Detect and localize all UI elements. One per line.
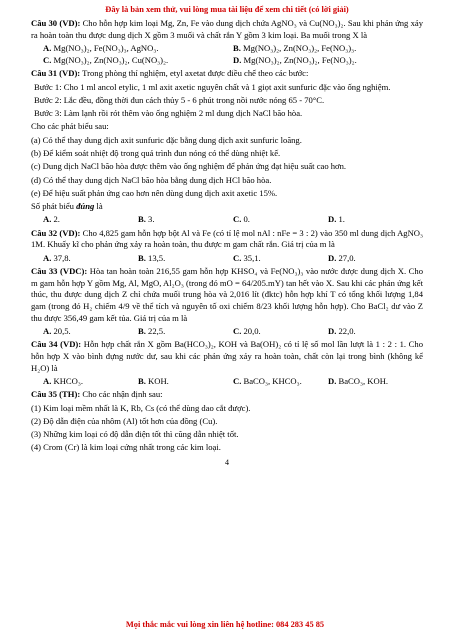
question-30-label: Câu 30 (VD):: [31, 18, 81, 29]
option-a: A. Mg(NO₃)₂, Fe(NO₃)₃, AgNO₃.: [43, 43, 159, 54]
option-d: D. 1.: [328, 214, 345, 225]
question-35-text: Cho các nhận định sau:: [80, 389, 163, 400]
question-31-options: [31, 214, 423, 226]
statement-b: (b) Để kiểm soát nhiệt độ trong quá trình đun nóng có thể dùng nhiệt kế.: [31, 148, 281, 159]
option-b: B. KOH.: [138, 375, 169, 386]
statements-intro: Cho các phát biểu sau:: [31, 121, 109, 132]
question-30-text: Cho hỗn hợp kim loại Mg, Zn, Fe vào dung dịch chứa AgNO₃ và Cu(NO₃)₂. Sau khi phản ứng xảy ra hoàn toàn thu được dung dịch X gồm 3 muối và chất rắn Y gồm 3 kim loại. Ba muối trong X là: [31, 18, 423, 41]
option-a: A. 2.: [43, 214, 60, 225]
option-a: A. 20,5.: [43, 326, 71, 337]
question-32-options: [31, 253, 423, 265]
question-31: [31, 68, 423, 80]
option-d: D. 22,0.: [328, 326, 356, 337]
question-35: [31, 389, 423, 401]
question-31-text: Trong phòng thí nghiệm, etyl axetat được điều chế theo các bước:: [80, 68, 309, 79]
page-content: [31, 0, 423, 469]
page-number: 4: [225, 458, 229, 468]
option-b: B. 3.: [138, 214, 155, 225]
question-30: [31, 18, 423, 41]
question-33: [31, 266, 423, 324]
footer-banner: Mọi thắc mắc vui lòng xin liên hệ hotline: 084 283 45 85: [125, 619, 325, 629]
statement-d: (d) Có thể thay dung dịch NaCl bão hòa bằng dung dịch HCl bão hòa.: [31, 174, 272, 185]
question-32-text: Cho 4,825 gam hỗn hợp bột Al và Fe (có tỉ lệ mol nAl : nFe = 3 : 2) vào 350 ml dung dịch AgNO₃ 1M. Khuấy kĩ cho phản ứng xảy ra hoàn toàn, thu được m gam chất rắn. Giá trị của m là: [31, 227, 424, 250]
statement-1: (1) Kim loại mềm nhất là K, Rb, Cs (có thể dùng dao cắt được).: [31, 402, 251, 413]
header-banner: Đây là bản xem thử, vui lòng mua tài liệu để xem chi tiết (có lời giải): [105, 5, 349, 14]
statement-a: (a) Có thể thay dung dịch axit sunfuric đặc bằng dung dịch axit sunfuric loãng.: [31, 134, 302, 145]
step-3: Bước 3: Làm lạnh rồi rót thêm vào ống nghiệm 2 ml dung dịch NaCl bão hòa.: [34, 108, 303, 119]
question-32-label: Câu 32 (VD):: [31, 227, 81, 238]
statement-e: (e) Để hiệu suất phản ứng cao hơn nên dùng dung dịch axit axetic 15%.: [31, 187, 278, 198]
option-b: B. 22,5.: [138, 326, 166, 337]
option-c: C. Mg(NO₃)₂, Zn(NO₃)₂, Cu(NO₃)₂.: [43, 55, 169, 66]
question-33-text: Hòa tan hoàn toàn 216,55 gam hỗn hợp KHSO₄ và Fe(NO₃)₃ vào nước được dung dịch X. Cho m gam hỗn hợp Y gồm Mg, Al, MgO, Al₂O₃ (trong đó mO = 64/205.mY) tan hết vào X. Sau khi các phản ứng kết thúc, thu được dung dịch Z chỉ chứa muối trung hòa và 2,016 lít (đktc) hỗn hợp khí T có tổng khối lượng 1,84 gam (trong đó H₂ chiếm 4/9 về thể tích và nguyên tố oxi chiếm 8/23 khối lượng hỗn hợp). Cho BaCl₂ dư vào Z thu được 356,49 gam kết tủa. Giá trị của m là: [31, 265, 423, 323]
option-b: B. 13,5.: [138, 252, 166, 263]
question-33-label: Câu 33 (VDC):: [31, 265, 88, 276]
question-35-label: Câu 35 (TH):: [31, 389, 81, 400]
question-31-label: Câu 31 (VD):: [31, 68, 81, 79]
option-a: A. 37,8.: [43, 252, 71, 263]
option-b: B. Mg(NO₃)₂, Zn(NO₃)₂, Fe(NO₃)₃.: [233, 43, 357, 54]
question-33-options: [31, 326, 423, 338]
statement-2: (2) Độ dẫn điện của nhôm (Al) tốt hơn của đồng (Cu).: [31, 415, 218, 426]
question-34-label: Câu 34 (VD):: [31, 339, 82, 350]
option-d: D. Mg(NO₃)₂, Zn(NO₃)₂, Fe(NO₃)₂.: [233, 55, 357, 66]
option-c: C. 20,0.: [233, 326, 261, 337]
step-2: Bước 2: Lắc đều, đồng thời đun cách thủy 5 - 6 phút trong nồi nước nóng 65 - 70°C.: [34, 94, 325, 105]
statement-c: (c) Dung dịch NaCl bão hòa được thêm vào ống nghiệm để phản ứng đạt hiệu suất cao hơn.: [31, 161, 347, 172]
question-32: [31, 228, 423, 251]
statement-4: (4) Crom (Cr) là kim loại cứng nhất trong các kim loại.: [31, 442, 221, 453]
question-34-text: Hỗn hợp chất rắn X gồm Ba(HCO₃)₂, KOH và Ba(OH)₂ có tỉ lệ số mol lần lượt là 1 : 2 : 1. Cho hỗn hợp X vào bình đựng nước dư, sau khi các phản ứng xảy ra hoàn toàn, chất còn lại trong bình (không kể H₂O) là: [31, 339, 424, 373]
count-prompt: Số phát biểu đúng là: [31, 201, 103, 212]
step-1: Bước 1: Cho 1 ml ancol etylic, 1 ml axit axetic nguyên chất và 1 giọt axit sunfuric đặc vào ống nghiệm.: [34, 81, 391, 92]
option-d: D. 27,0.: [328, 252, 356, 263]
question-34: [31, 339, 423, 374]
option-c: C. BaCO₃, KHCO₃.: [233, 375, 302, 386]
statement-3: (3) Những kim loại có độ dẫn điện tốt thì cũng dẫn nhiệt tốt.: [31, 429, 239, 440]
option-c: C. 35,1.: [233, 252, 261, 263]
option-c: C. 0.: [233, 214, 250, 225]
count-emphasis: đúng: [76, 201, 95, 212]
question-30-options: [31, 43, 423, 66]
option-a: A. KHCO₃.: [43, 375, 84, 386]
option-d: D. BaCO₃, KOH.: [328, 375, 389, 386]
question-34-options: [31, 376, 423, 388]
